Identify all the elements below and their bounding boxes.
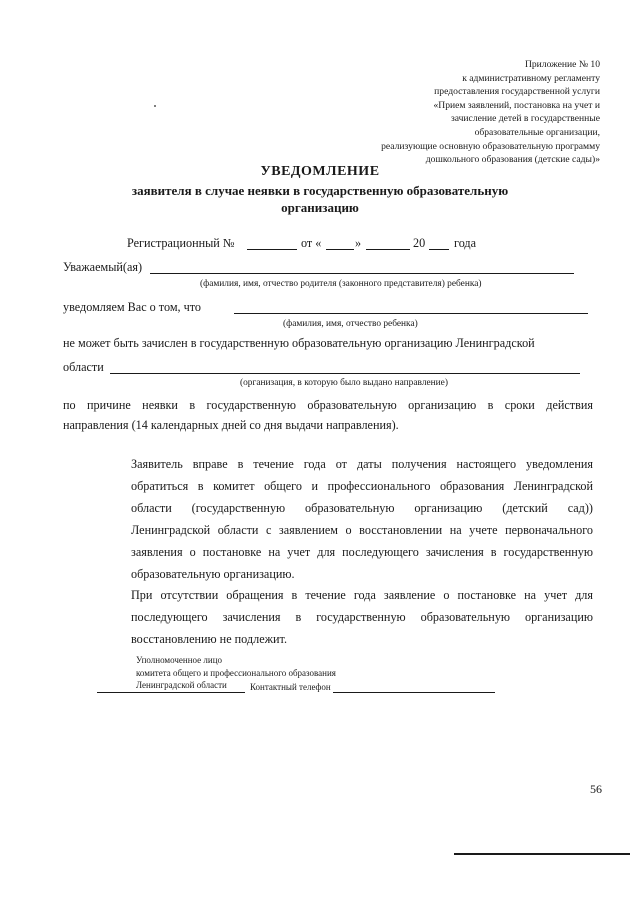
registration-year-blank[interactable] [429, 249, 449, 250]
phone-blank[interactable] [333, 692, 495, 693]
signature-line: Уполномоченное лицо [136, 655, 223, 665]
appendix-line: дошкольного образования (детские сады)» [425, 154, 600, 166]
signature-line: комитета общего и профессионального образования [136, 667, 336, 678]
appendix-line: «Прием заявлений, постановка на учет и [433, 99, 600, 111]
child-name-caption: (фамилия, имя, отчество ребенка) [283, 319, 418, 329]
document-title: УВЕДОМЛЕНИЕ [260, 164, 380, 179]
phone-label: Контактный телефон [250, 682, 331, 692]
registration-from: от « [301, 236, 322, 250]
signature-blank[interactable] [97, 692, 245, 693]
notify-label: уведомляем Вас о том, что [63, 300, 202, 314]
paragraph1-line: Ленинградской области с заявлением о восстановлении на учете первоначального [131, 523, 593, 537]
organization-blank[interactable] [110, 373, 580, 374]
paragraph1-line: области (государственную образовательную организацию (детский сад)) [131, 501, 593, 515]
not-enrolled-text: не может быть зачислен в государственную образовательную организацию Ленинградской [63, 336, 535, 350]
child-name-blank[interactable] [234, 313, 588, 314]
registration-day-blank[interactable] [326, 249, 354, 250]
document-subtitle: заявителя в случае неявки в государственную образовательную [131, 183, 509, 198]
appendix-line: зачисление детей в государственные [450, 113, 600, 125]
signature-line: Ленинградской области [136, 680, 227, 690]
reason-line-2: направления (14 календарных дней со дня выдачи направления). [63, 418, 399, 432]
paragraph1-line: обратиться в комитет общего и профессионального образования Ленинградской [131, 479, 593, 493]
appendix-line: к административному регламенту [462, 72, 600, 84]
appendix-line: реализующие основную образовательную программу [381, 140, 600, 152]
reason-line-1: по причине неявки в государственную образовательную организацию в сроки действия [63, 398, 593, 412]
region-label: области [63, 360, 104, 374]
appendix-line: Приложение № 10 [524, 59, 600, 70]
scan-edge-line [454, 853, 630, 855]
paragraph2-line: восстановлению не подлежит. [131, 632, 288, 646]
paragraph1-line: Заявитель вправе в течение года от даты получения настоящего уведомления [131, 457, 593, 471]
document-subtitle-cont: организацию [281, 200, 359, 215]
dear-label: Уважаемый(ая) [63, 260, 143, 274]
parent-name-blank[interactable] [150, 273, 574, 274]
registration-label: Регистрационный № [127, 236, 235, 250]
registration-year-suffix: года [454, 236, 477, 250]
appendix-header [381, 58, 600, 167]
paragraph1-line: образовательную организацию. [131, 567, 295, 581]
paragraph1-line: заявления о постановке на учет для последующего зачисления в государственную [131, 545, 593, 559]
appendix-line: образовательные организации, [474, 126, 600, 138]
parent-name-caption: (фамилия, имя, отчество родителя (законного представителя) ребенка) [200, 279, 482, 289]
page-number: 56 [590, 782, 602, 796]
registration-year-prefix: 20 [413, 236, 426, 250]
organization-caption: (организация, в которую было выдано направление) [240, 378, 448, 388]
scan-speck [154, 105, 156, 107]
appendix-line: предоставления государственной услуги [434, 86, 600, 98]
paragraph2-line: При отсутствии обращения в течение года заявление о постановке на учет для [131, 588, 593, 602]
registration-number-blank[interactable] [247, 249, 297, 250]
paragraph2-line: последующего зачисления в государственную образовательную организацию [131, 610, 593, 624]
registration-month-blank[interactable] [366, 249, 410, 250]
registration-close-quote: » [355, 236, 362, 250]
